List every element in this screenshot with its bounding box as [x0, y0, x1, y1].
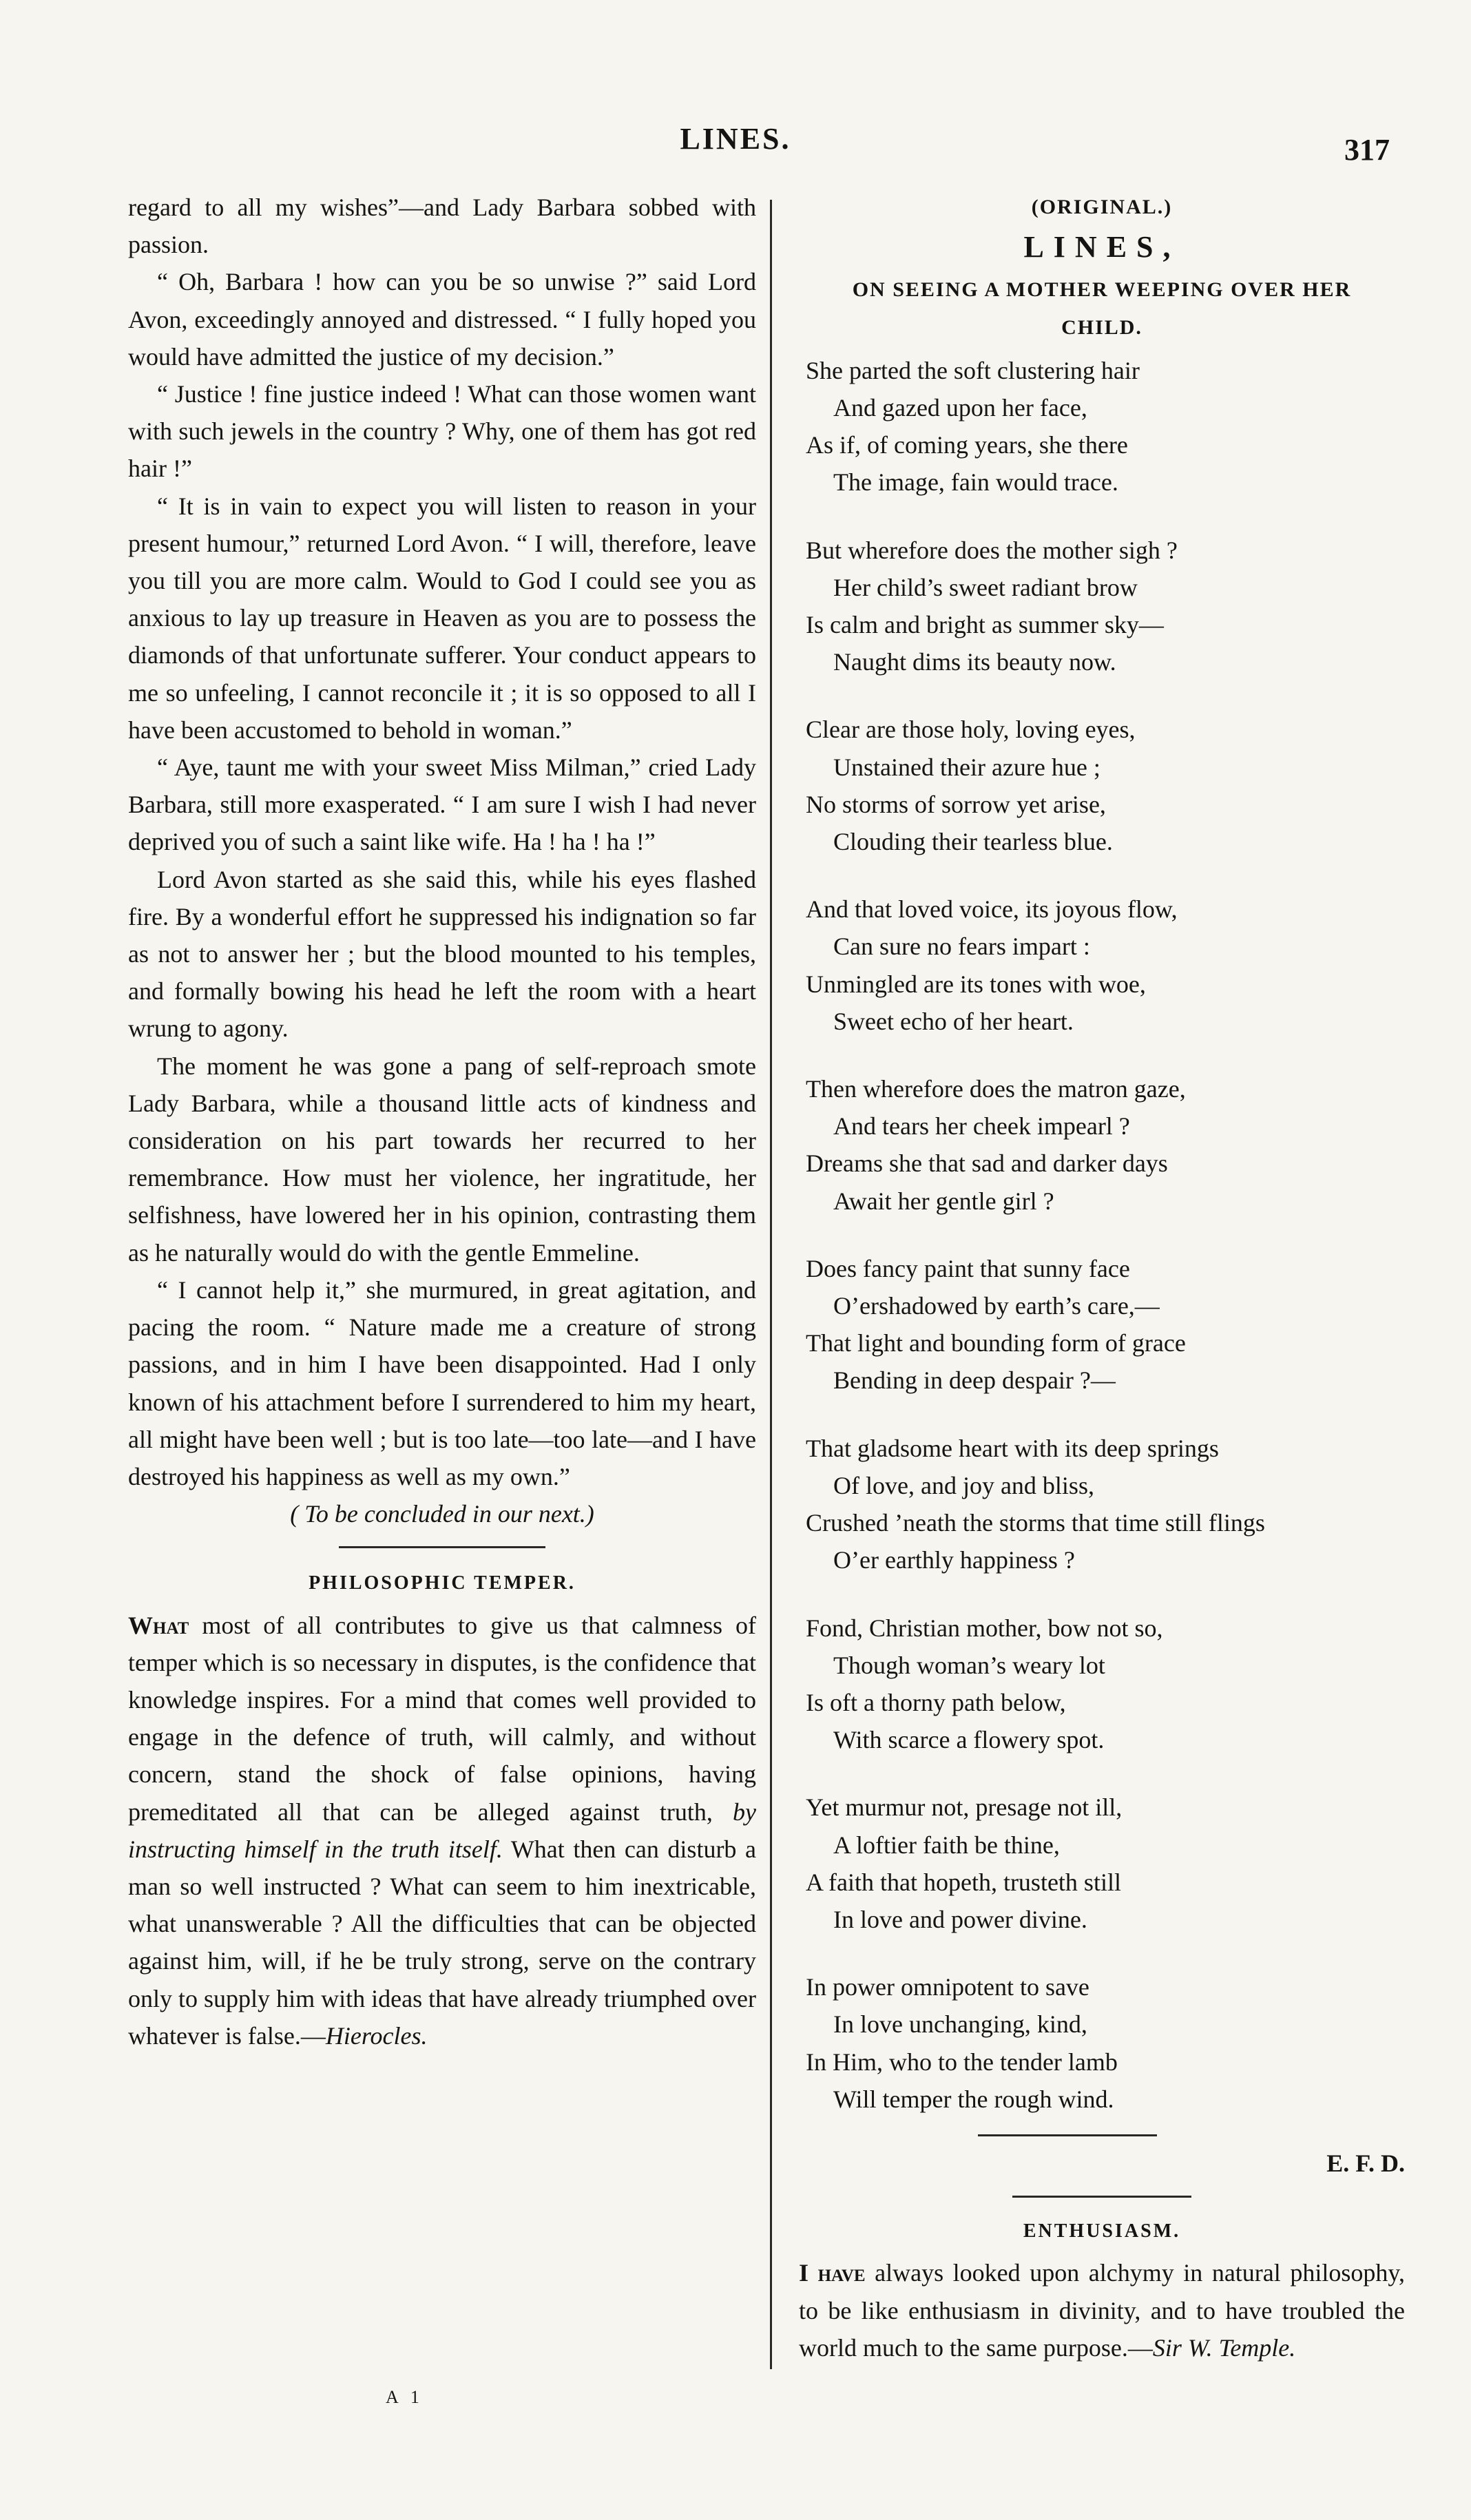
stanza — [806, 532, 1405, 681]
verse-line: In love and power divine. — [833, 1905, 1087, 1933]
italic-phrase: by instructing himself in the truth itself. — [128, 1798, 757, 1863]
left-column — [128, 189, 756, 2054]
paragraph: “ Oh, Barbara ! how can you be so unwise ?” said Lord Avon, exceedingly annoyed and distressed. “ I fully hoped you would have admitted the justice of my decision.” — [128, 268, 756, 371]
verse-line: Fond, Christian mother, bow not so, — [806, 1614, 1163, 1642]
page-number: 317 — [1344, 133, 1390, 167]
verse-line: O’ershadowed by earth’s care,— — [833, 1292, 1160, 1320]
verse-line: Is oft a thorny path below, — [806, 1688, 1066, 1716]
stanza — [806, 1968, 1405, 2118]
verse-line: Sweet echo of her heart. — [833, 1007, 1074, 1035]
enthusiasm-body — [799, 2254, 1405, 2366]
stanza — [806, 352, 1405, 501]
section-divider — [1012, 2196, 1191, 2198]
philosophic-temper-title: PHILOSOPHIC TEMPER. — [309, 1572, 576, 1594]
verse-line: In love unchanging, kind, — [833, 2010, 1087, 2039]
verse-line: No storms of sorrow yet arise, — [806, 790, 1106, 818]
verse-line: Can sure no fears impart : — [833, 933, 1090, 961]
verse-line: Clear are those holy, loving eyes, — [806, 716, 1136, 744]
verse-line: Await her gentle girl ? — [833, 1187, 1054, 1215]
paragraph: “ Aye, taunt me with your sweet Miss Milman,” cried Lady Barbara, still more exasperated. “ I am sure I wish I had never deprived you of such a saint like wife. Ha ! ha ! ha !” — [128, 753, 756, 856]
verse-line: Is calm and bright as summer sky— — [806, 611, 1164, 639]
stanza — [806, 1250, 1405, 1399]
lead-word: What — [128, 1611, 189, 1639]
verse-line: A faith that hopeth, trusteth still — [806, 1868, 1121, 1896]
paragraph: Lord Avon started as she said this, while his eyes flashed fire. By a wonderful effort he suppressed his indignation so far as not to answer her ; but the blood mounted to his temples, and formally bowing his head he left the room with a heart wrung to agony. — [128, 865, 756, 1043]
paragraph: “ I cannot help it,” she murmured, in great agitation, and pacing the room. “ Nature made me a creature of strong passions, and in him I have been disappointed. Had I only known of his attachment before I surrendered to him my heart, all might have been well ; but is too late—too late—and I have destroyed his happiness as well as my own.” — [128, 1275, 756, 1490]
verse-line: Will temper the rough wind. — [833, 2085, 1114, 2113]
printer-signature-mark: A 1 — [386, 2387, 424, 2407]
body-text: most of all contributes to give us that calmness of temper which is so necessary in disputes, is the confidence that knowledge inspires. For a mind that comes well provided to engage in the defence of truth, will calmly, and without concern, stand the shock of false opinions, having premeditated all that can be alleged against truth, — [128, 1611, 756, 1826]
stanza — [806, 891, 1405, 1040]
verse-line: As if, of coming years, she there — [806, 431, 1128, 459]
column-rule — [770, 200, 772, 2369]
verse-line: O’er earthly happiness ? — [833, 1546, 1075, 1574]
verse-line: That gladsome heart with its deep springs — [806, 1434, 1219, 1462]
stanza — [806, 1610, 1405, 1759]
paragraph: regard to all my wishes”—and Lady Barbara sobbed with passion. — [128, 194, 756, 259]
verse-line: Unmingled are its tones with woe, — [806, 970, 1146, 998]
verse-line: And tears her cheek impearl ? — [833, 1112, 1130, 1141]
original-tag: (ORIGINAL.) — [1031, 196, 1173, 218]
poem-title: LINES, — [1023, 230, 1180, 264]
verse-line: Does fancy paint that sunny face — [806, 1254, 1130, 1282]
poem-subtitle-cont: CHILD. — [1061, 315, 1143, 339]
right-column — [799, 189, 1405, 2366]
poem-divider — [978, 2134, 1157, 2136]
paragraph: “ Justice ! fine justice indeed ! What can those women want with such jewels in the country ? Why, one of them has got red hair !” — [128, 380, 756, 483]
poem-subtitle: ON SEEING A MOTHER WEEPING OVER HER — [852, 278, 1352, 302]
verse-line: Then wherefore does the matron gaze, — [806, 1075, 1186, 1103]
verse-line: In power omnipotent to save — [806, 1973, 1089, 2001]
verse-line: Clouding their tearless blue. — [833, 828, 1113, 856]
verse-line: In Him, who to the tender lamb — [806, 2048, 1118, 2076]
philosophic-temper-body — [128, 1607, 756, 2054]
section-divider — [339, 1546, 545, 1548]
attribution: Sir W. Temple. — [1152, 2333, 1296, 2362]
stanza — [806, 1070, 1405, 1220]
stanza — [806, 1789, 1405, 1938]
stanza — [806, 1430, 1405, 1579]
verse-line: She parted the soft clustering hair — [806, 356, 1140, 384]
verse-line: The image, fain would trace. — [833, 468, 1118, 497]
verse-line: And gazed upon her face, — [833, 394, 1087, 422]
verse-line: Unstained their azure hue ; — [833, 753, 1100, 781]
paragraph: The moment he was gone a pang of self-reproach smote Lady Barbara, while a thousand little acts of kindness and consideration on his part towards her recurred to her remembrance. How must her violence, her ingratitude, her selfishness, have lowered her in his opinion, contrasting them as he naturally would do with the gentle Emmeline. — [128, 1052, 756, 1267]
verse-line: A loftier faith be thine, — [833, 1831, 1060, 1859]
verse-line: With scarce a flowery spot. — [833, 1726, 1105, 1754]
verse-line: Yet murmur not, presage not ill, — [806, 1793, 1123, 1822]
verse-line: That light and bounding form of grace — [806, 1329, 1186, 1357]
body-text: always looked upon alchymy in natural philosophy, to be like enthusiasm in divinity, and to have troubled the world much to the same purpose.— — [799, 2259, 1405, 2362]
verse-line: Of love, and joy and bliss, — [833, 1471, 1094, 1499]
verse-line: But wherefore does the mother sigh ? — [806, 536, 1178, 564]
verse-line: Bending in deep despair ?— — [833, 1366, 1116, 1395]
to-be-concluded-note: ( To be concluded in our next.) — [290, 1500, 594, 1528]
verse-line: And that loved voice, its joyous flow, — [806, 895, 1178, 924]
paragraph: “ It is in vain to expect you will listen to reason in your present humour,” returned Lord Avon. “ I will, therefore, leave you till you are more calm. Would to God I could see you as anxious to lay up treasure in Heaven as you are to possess the diamonds of that unfortunate sufferer. Your conduct appears to me so unfeeling, I cannot reconcile it ; it is so opposed to all I have been accustomed to behold in woman.” — [128, 492, 756, 744]
enthusiasm-title: ENTHUSIASM. — [1023, 2220, 1181, 2242]
verse-line: Though woman’s weary lot — [833, 1651, 1105, 1679]
body-text-continued: What then can disturb a man so well instructed ? What can seem to him inextricable, what unanswerable ? All the difficulties that can be objected against him, will, if he be truly strong, serve on the contrary only to supply him with ideas that have already triumphed over whatever is false.— — [128, 1835, 756, 2050]
verse-line: Naught dims its beauty now. — [833, 648, 1116, 676]
lead-word: I have — [799, 2259, 866, 2287]
stanza — [806, 711, 1405, 860]
verse-line: Crushed ’neath the storms that time still flings — [806, 1509, 1265, 1537]
running-title: LINES. — [680, 122, 791, 156]
poem — [799, 352, 1405, 2118]
attribution: Hierocles. — [325, 2021, 428, 2050]
verse-line: Her child’s sweet radiant brow — [833, 573, 1138, 601]
poem-signature: E. F. D. — [1326, 2149, 1405, 2177]
verse-line: Dreams she that sad and darker days — [806, 1149, 1168, 1178]
